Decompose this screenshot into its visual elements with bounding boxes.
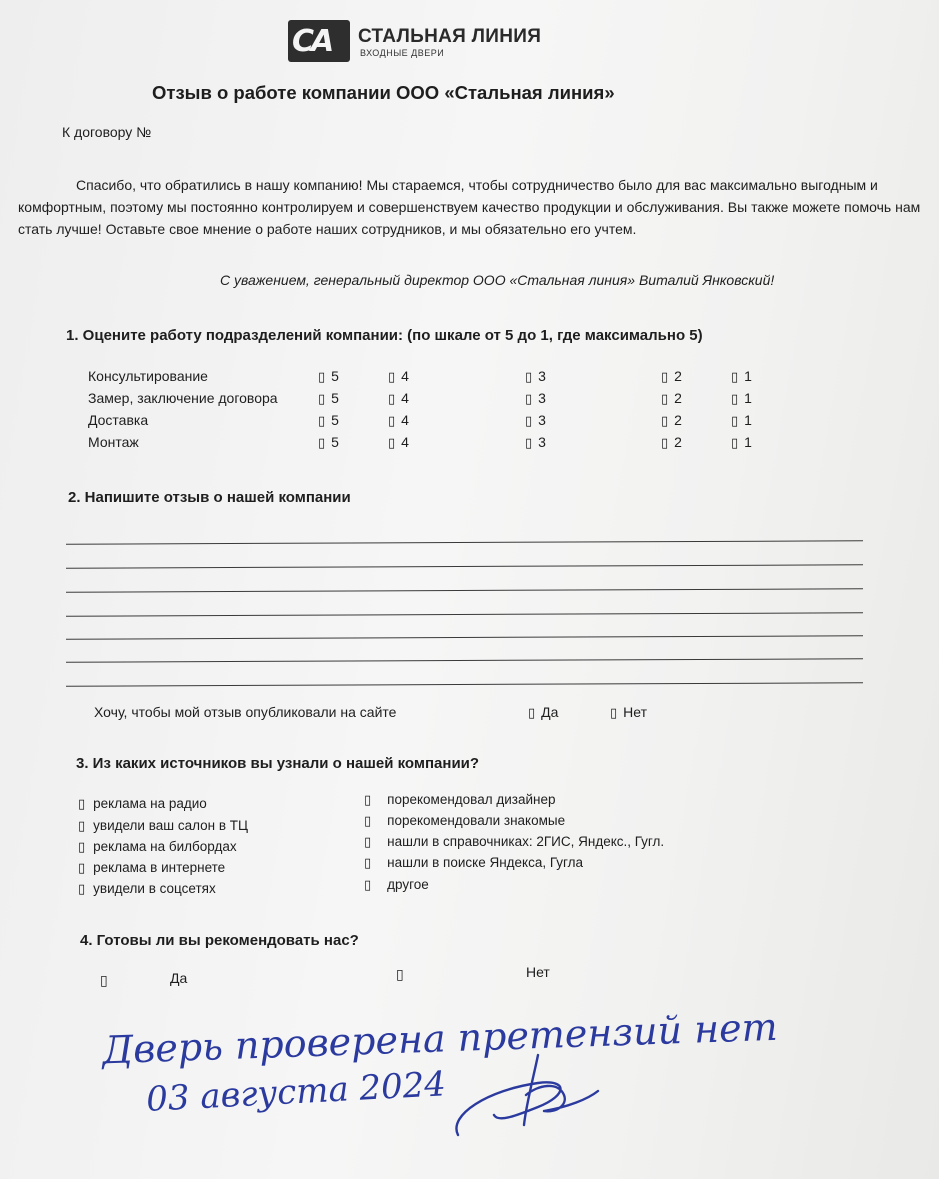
checkbox[interactable]: ▯ bbox=[388, 392, 396, 407]
rating-option[interactable] bbox=[661, 368, 682, 385]
checkbox[interactable]: ▯ bbox=[525, 436, 533, 451]
publish-question: Хочу, чтобы мой отзыв опубликовали на сайте bbox=[94, 704, 397, 720]
rating-value: 3 bbox=[538, 412, 546, 428]
rating-value: 4 bbox=[401, 412, 409, 428]
handwritten-date: 03 августа 2024 bbox=[145, 1064, 447, 1120]
contract-number-label: К договору № bbox=[62, 124, 152, 140]
recommend-yes-checkbox[interactable]: ▯ bbox=[100, 972, 108, 988]
rating-value: 5 bbox=[331, 368, 339, 384]
recommend-yes-label: Да bbox=[170, 970, 188, 986]
source-option[interactable] bbox=[78, 818, 248, 834]
rating-option[interactable] bbox=[388, 368, 409, 385]
rating-value: 4 bbox=[401, 368, 409, 384]
checkbox[interactable]: ▯ bbox=[364, 814, 372, 829]
checkbox[interactable]: ▯ bbox=[610, 706, 618, 721]
source-label: увидели ваш салон в ТЦ bbox=[93, 818, 248, 833]
checkbox[interactable]: ▯ bbox=[364, 793, 372, 808]
section1-heading: 1. Оцените работу подразделений компании: (по шкале от 5 до 1, где максимально 5) bbox=[66, 327, 703, 344]
source-option[interactable] bbox=[364, 855, 583, 871]
rating-option[interactable] bbox=[318, 368, 339, 385]
signature bbox=[456, 1055, 598, 1135]
publish-yes-option[interactable] bbox=[528, 704, 558, 721]
recommend-no-label: Нет bbox=[526, 964, 550, 980]
rating-option[interactable] bbox=[731, 412, 752, 429]
checkbox[interactable]: ▯ bbox=[731, 414, 739, 429]
source-label: порекомендовали знакомые bbox=[387, 813, 566, 828]
checkbox[interactable]: ▯ bbox=[525, 370, 533, 385]
checkbox[interactable]: ▯ bbox=[318, 370, 326, 385]
rating-option[interactable] bbox=[661, 412, 682, 429]
source-option[interactable] bbox=[78, 860, 225, 876]
rating-option[interactable] bbox=[731, 390, 752, 407]
rating-value: 3 bbox=[538, 368, 546, 384]
rating-value: 1 bbox=[744, 434, 752, 450]
checkbox[interactable]: ▯ bbox=[388, 414, 396, 429]
review-line[interactable] bbox=[66, 588, 863, 592]
rating-value: 3 bbox=[538, 390, 546, 406]
checkbox[interactable]: ▯ bbox=[318, 436, 326, 451]
source-label: нашли в справочниках: 2ГИС, Яндекс., Гугл. bbox=[387, 834, 665, 849]
intro-paragraph: Спасибо, что обратились в нашу компанию! Мы стараемся, чтобы сотрудничество было для вас максимально выгодным и комфортным, поэтому мы постоянно контролируем и совершенствуем качество продукции и обслуживания. Вы также можете помочь нам стать лучше! Оставьте свое мнение о работе наших сотрудников, и мы обязательно его учтем. bbox=[18, 177, 921, 237]
rating-value: 2 bbox=[674, 368, 682, 384]
rating-value: 2 bbox=[674, 412, 682, 428]
logo-company-name: СТАЛЬНАЯ ЛИНИЯ bbox=[358, 26, 542, 47]
source-option[interactable] bbox=[364, 813, 565, 829]
checkbox[interactable]: ▯ bbox=[78, 882, 86, 897]
rating-value: 2 bbox=[674, 434, 682, 450]
rating-value: 5 bbox=[331, 390, 339, 406]
source-label: реклама в интернете bbox=[93, 860, 226, 875]
source-label: порекомендовал дизайнер bbox=[387, 792, 556, 807]
publish-yes-label: Да bbox=[541, 704, 559, 720]
checkbox[interactable]: ▯ bbox=[78, 840, 86, 855]
source-option[interactable] bbox=[78, 796, 207, 812]
checkbox[interactable]: ▯ bbox=[731, 392, 739, 407]
rating-option[interactable] bbox=[525, 412, 546, 429]
checkbox[interactable]: ▯ bbox=[78, 819, 86, 834]
rating-value: 4 bbox=[401, 434, 409, 450]
checkbox[interactable]: ▯ bbox=[661, 414, 669, 429]
source-option[interactable] bbox=[364, 834, 664, 850]
rating-option[interactable] bbox=[318, 434, 339, 451]
rating-value: 2 bbox=[674, 390, 682, 406]
rating-row-label: Консультирование bbox=[88, 368, 208, 384]
review-line[interactable] bbox=[66, 682, 863, 686]
checkbox[interactable]: ▯ bbox=[318, 414, 326, 429]
source-label: увидели в соцсетях bbox=[93, 881, 216, 896]
source-label: реклама на радио bbox=[93, 796, 207, 811]
source-option[interactable] bbox=[364, 792, 555, 808]
rating-option[interactable] bbox=[731, 434, 752, 451]
rating-value: 1 bbox=[744, 368, 752, 384]
publish-no-option[interactable] bbox=[610, 704, 647, 721]
rating-option[interactable] bbox=[661, 390, 682, 407]
checkbox[interactable]: ▯ bbox=[661, 370, 669, 385]
review-line[interactable] bbox=[66, 564, 863, 568]
review-line[interactable] bbox=[66, 635, 863, 639]
checkbox[interactable]: ▯ bbox=[364, 878, 372, 893]
source-option[interactable] bbox=[364, 877, 429, 893]
rating-option[interactable] bbox=[318, 390, 339, 407]
checkbox[interactable]: ▯ bbox=[364, 856, 372, 871]
handwritten-note bbox=[98, 995, 778, 1155]
logo-subtitle: ВХОДНЫЕ ДВЕРИ bbox=[360, 48, 445, 58]
review-line[interactable] bbox=[66, 540, 863, 544]
recommend-no-checkbox[interactable]: ▯ bbox=[396, 966, 404, 982]
publish-no-label: Нет bbox=[623, 704, 647, 720]
checkbox[interactable]: ▯ bbox=[661, 392, 669, 407]
form-title: Отзыв о работе компании ООО «Стальная линия» bbox=[152, 82, 615, 103]
checkbox[interactable]: ▯ bbox=[318, 392, 326, 407]
checkbox[interactable]: ▯ bbox=[731, 436, 739, 451]
checkbox[interactable]: ▯ bbox=[388, 436, 396, 451]
source-option[interactable] bbox=[78, 881, 216, 897]
rating-option[interactable] bbox=[388, 434, 409, 451]
source-option[interactable] bbox=[78, 839, 237, 855]
director-signoff: С уважением, генеральный директор ООО «Стальная линия» Виталий Янковский! bbox=[220, 272, 775, 288]
handwritten-line-1: Дверь проверена претензий нет bbox=[101, 1004, 778, 1073]
section4-heading: 4. Готовы ли вы рекомендовать нас? bbox=[80, 932, 359, 949]
section3-heading: 3. Из каких источников вы узнали о нашей компании? bbox=[76, 755, 480, 772]
checkbox[interactable]: ▯ bbox=[731, 370, 739, 385]
source-label: нашли в поиске Яндекса, Гугла bbox=[387, 855, 584, 870]
rating-option[interactable] bbox=[731, 368, 752, 385]
rating-row-label: Замер, заключение договора bbox=[88, 390, 278, 406]
rating-option[interactable] bbox=[525, 390, 546, 407]
checkbox[interactable]: ▯ bbox=[525, 414, 533, 429]
rating-row-label: Монтаж bbox=[88, 434, 139, 450]
checkbox[interactable]: ▯ bbox=[78, 797, 86, 812]
source-label: другое bbox=[387, 877, 429, 892]
rating-value: 5 bbox=[331, 434, 339, 450]
source-label: реклама на билбордах bbox=[93, 839, 237, 854]
logo-mark-letters: СА bbox=[292, 24, 332, 59]
rating-option[interactable] bbox=[388, 412, 409, 429]
section2-heading: 2. Напишите отзыв о нашей компании bbox=[68, 489, 351, 506]
checkbox[interactable]: ▯ bbox=[661, 436, 669, 451]
rating-option[interactable] bbox=[525, 368, 546, 385]
rating-value: 5 bbox=[331, 412, 339, 428]
rating-option[interactable] bbox=[525, 434, 546, 451]
checkbox[interactable]: ▯ bbox=[388, 370, 396, 385]
rating-option[interactable] bbox=[318, 412, 339, 429]
checkbox[interactable]: ▯ bbox=[525, 392, 533, 407]
rating-value: 1 bbox=[744, 412, 752, 428]
review-line[interactable] bbox=[66, 612, 863, 616]
rating-value: 1 bbox=[744, 390, 752, 406]
review-line[interactable] bbox=[66, 658, 863, 662]
checkbox[interactable]: ▯ bbox=[364, 835, 372, 850]
rating-option[interactable] bbox=[388, 390, 409, 407]
rating-option[interactable] bbox=[661, 434, 682, 451]
rating-value: 4 bbox=[401, 390, 409, 406]
rating-row-label: Доставка bbox=[88, 412, 149, 428]
rating-value: 3 bbox=[538, 434, 546, 450]
checkbox[interactable]: ▯ bbox=[528, 706, 536, 721]
checkbox[interactable]: ▯ bbox=[78, 861, 86, 876]
company-logo-mark bbox=[288, 20, 350, 62]
